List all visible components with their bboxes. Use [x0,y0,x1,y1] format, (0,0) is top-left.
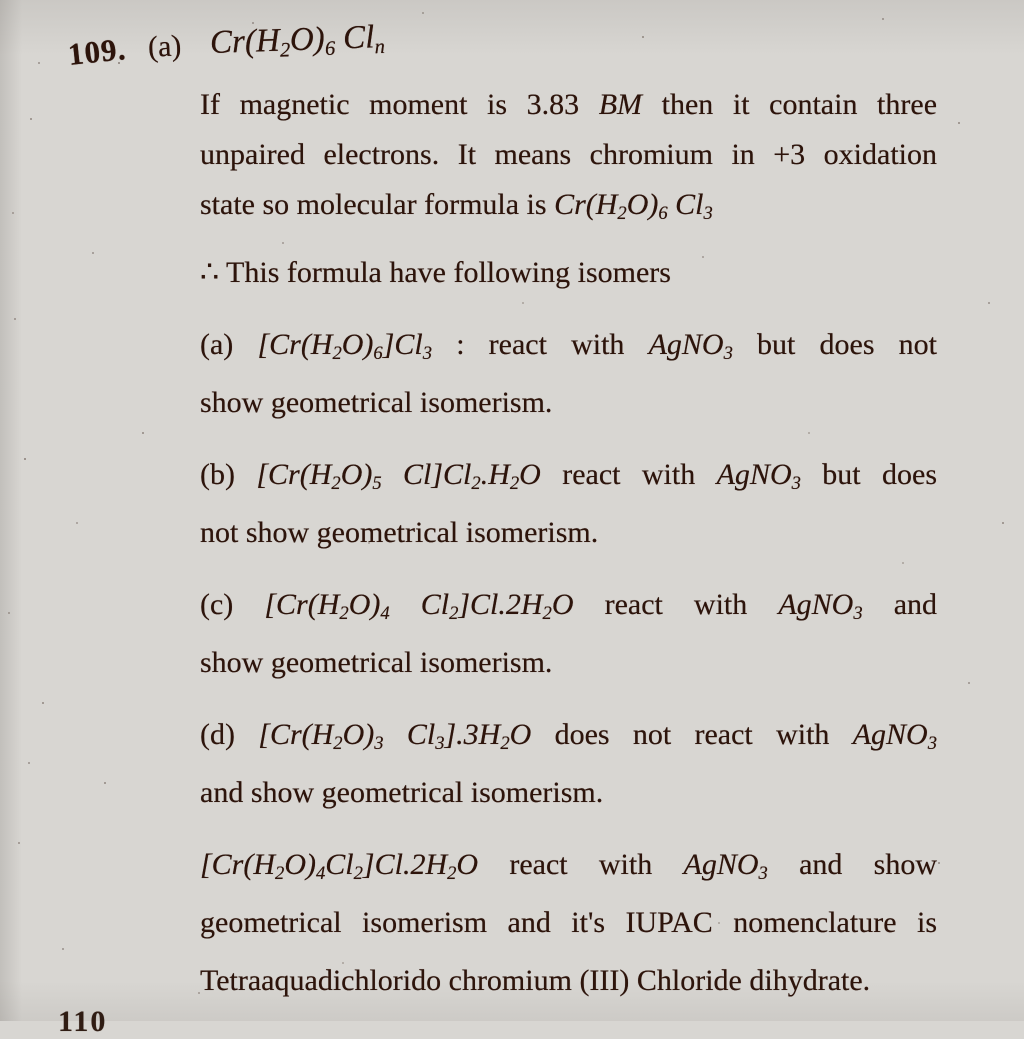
text-line: If magnetic moment is 3.83 BM then it contain three [200,88,938,121]
paragraph [200,706,937,822]
paragraph [200,836,937,1010]
text-line: (b) [$Cr(H_2O)_5$ $Cl]Cl_2.H_2O$ react with AgNO$_3$ but does [200,458,938,495]
text-line: unpaired electrons. It means chromium in +3 oxidation [200,138,937,171]
text-line: show geometrical isomerism. [200,386,553,419]
text-line: show geometrical isomerism. [200,646,553,679]
text-line: (d) [$Cr(H_2O)_3$ $Cl_3].3H_2O$ does not react with AgNO$_3$ [200,718,937,755]
question-part-label: (a) [147,29,183,64]
text-line: ∴ This formula have following isomers [200,256,671,289]
text-line: Tetraaquadichlorido chromium (III) Chloride dihydrate. [200,964,871,997]
text-line: geometrical isomerism and it's IUPAC nomenclature is [200,906,937,939]
paragraph [200,316,937,432]
text-line: not show geometrical isomerism. [200,516,599,549]
paragraph [200,80,937,230]
scan-noise-speckles [0,0,2,2]
text-line: (c) [$Cr(H_2O)_4$ $Cl_2]Cl.2H_2O$ react with AgNO$_3$ and [200,588,938,625]
paragraph [200,446,937,562]
text-line: state so molecular formula is $Cr(H_2O)_6$ $Cl_3$ [200,188,713,225]
question-formula: $Cr(H_2O)_6$ $Cl_n$ [209,19,386,62]
paragraph [200,576,937,692]
paragraph [200,244,937,302]
text-line: $[Cr(H_2O)_4Cl_2]Cl.2H_2O$ react with AgNO$_3$ and show [200,848,938,885]
question-number: 109. [66,31,128,72]
answer-body [200,80,937,1024]
text-line: and show geometrical isomerism. [200,776,604,809]
text-line: (a) $[Cr(H_2O)_6]Cl_3$ : react with AgNO$_3$ but does not [200,328,937,365]
page-number-partial: 110 [58,1005,108,1038]
